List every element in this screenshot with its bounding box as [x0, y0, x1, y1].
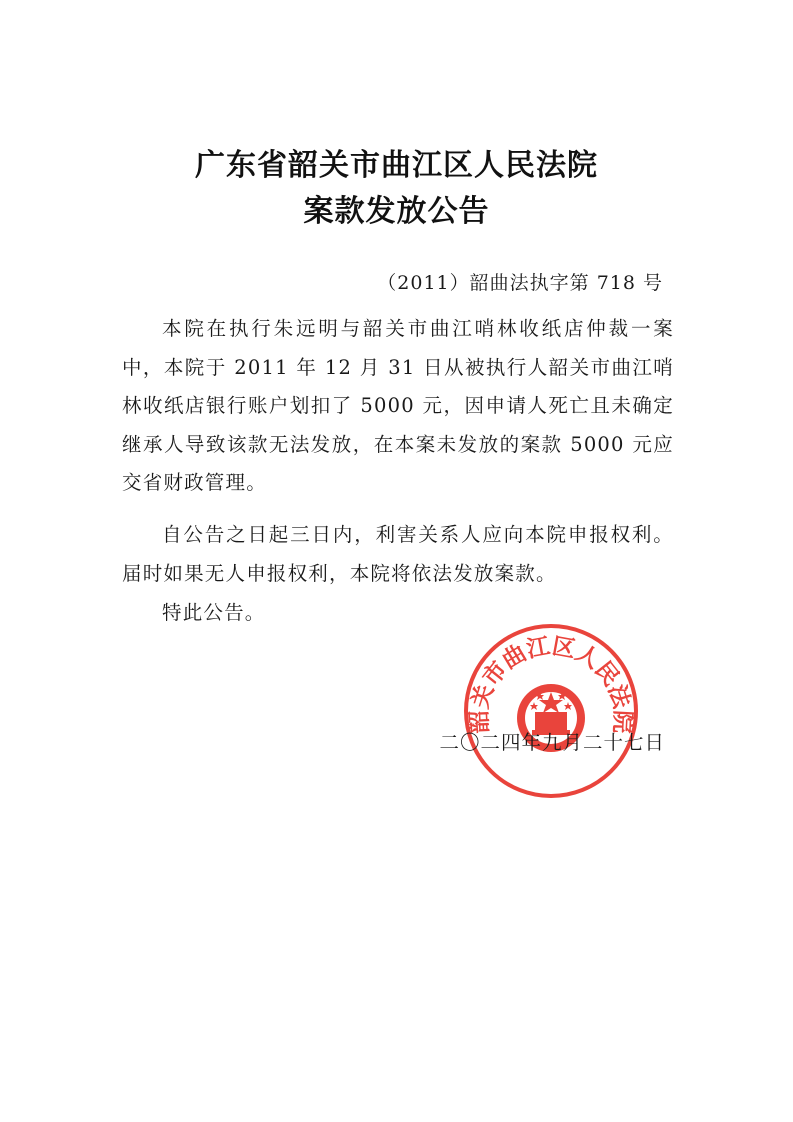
notice-title: 案款发放公告: [303, 194, 490, 229]
court-name-title: 广东省韶关市曲江区人民法院: [195, 148, 598, 183]
notice-date: 二〇二四年九月二十七日: [439, 731, 665, 754]
seal-text: 韶关市曲江区人民法院: [465, 632, 637, 734]
notice-paragraph-3: 特此公告。: [162, 601, 266, 624]
court-seal: [462, 622, 640, 800]
notice-paragraph-2: 自公告之日起三日内，利害关系人应向本院申报权利。届时如果无人申报权利，本院将依法发放案款。: [122, 523, 674, 585]
case-number: （2011）韶曲法执字第 718 号: [377, 272, 663, 294]
notice-paragraph-1: 本院在执行朱远明与韶关市曲江哨林收纸店仲裁一案中，本院于 2011 年 12 月 31 日从被执行人韶关市曲江哨林收纸店银行账户划扣了 5000 元，因申请人死亡且未确定继承人导致该款无法发放，在本案未发放的案款 5000 元应交省财政管理。: [122, 317, 674, 494]
